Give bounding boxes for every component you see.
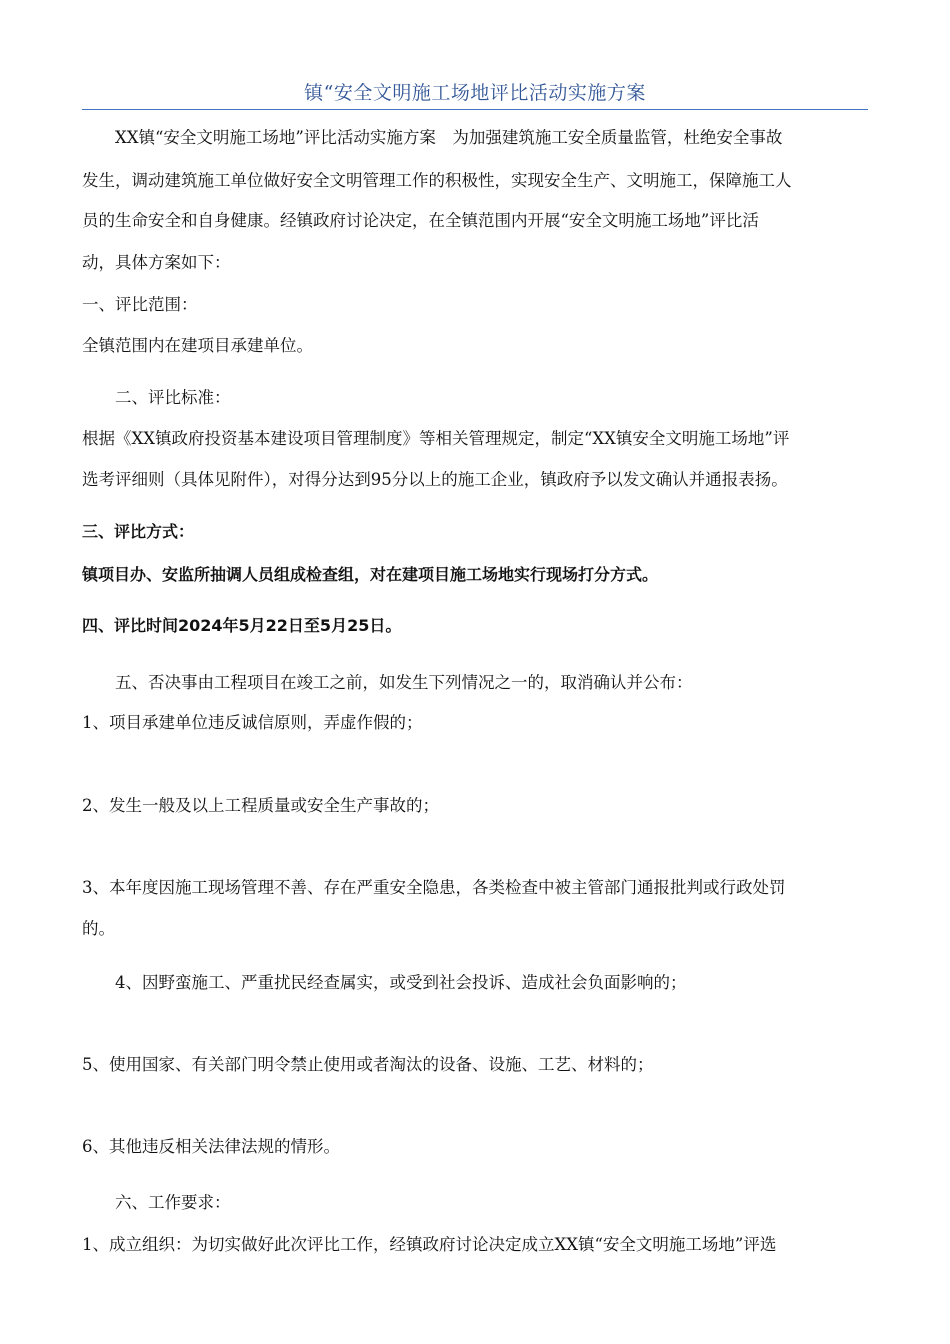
section5-item-1: 1、项目承建单位违反诚信原则，弄虚作假的； [82,713,423,732]
intro-line-4: 动，具体方案如下： [82,253,231,272]
intro-line-2: 发生，调动建筑施工单位做好安全文明管理工作的积极性，实现安全生产、文明施工，保障施工人 [82,171,792,190]
intro-line-1: XX镇“安全文明施工场地”评比活动实施方案 为加强建筑施工安全质量监管，杜绝安全事故 [115,128,783,147]
section5-item-3: 3、本年度因施工现场管理不善、存在严重安全隐患，各类检查中被主管部门通报批判或行政处罚 [82,878,786,897]
section5-item-2: 2、发生一般及以上工程质量或安全生产事故的； [82,796,439,815]
intro-line-3: 员的生命安全和自身健康。经镇政府讨论决定，在全镇范围内开展“安全文明施工场地”评比活 [82,211,759,230]
section5-item-5: 5、使用国家、有关部门明令禁止使用或者淘汰的设备、设施、工艺、材料的； [82,1055,654,1074]
section3-heading: 三、评比方式： [82,522,195,541]
document-title: 镇“安全文明施工场地评比活动实施方案 [304,82,646,104]
section2-heading: 二、评比标准： [115,388,231,407]
section5-item-4: 4、因野蛮施工、严重扰民经查属实，或受到社会投诉、造成社会负面影响的； [115,973,687,992]
section1-heading: 一、评比范围： [82,295,198,314]
section4-heading: 四、评比时间2024年5月22日至5月25日。 [82,616,402,635]
section6-item-1: 1、成立组织：为切实做好此次评比工作，经镇政府讨论决定成立XX镇“安全文明施工场地”评选 [82,1235,777,1254]
section2-body-line-1: 根据《XX镇政府投资基本建设项目管理制度》等相关管理规定，制定“XX镇安全文明施工场地”评 [82,429,790,448]
section5-item-3-continued: 的。 [82,919,115,938]
section5-heading: 五、否决事由工程项目在竣工之前，如发生下列情况之一的，取消确认并公布： [115,673,693,692]
section3-body: 镇项目办、安监所抽调人员组成检查组，对在建项目施工场地实行现场打分方式。 [82,565,659,584]
section2-body-line-2: 选考评细则（具体见附件），对得分达到95分以上的施工企业，镇政府予以发文确认并通报表扬。 [82,470,788,489]
section5-item-6: 6、其他违反相关法律法规的情形。 [82,1137,340,1156]
title-underline [82,109,868,110]
section1-body: 全镇范围内在建项目承建单位。 [82,336,313,355]
section6-heading: 六、工作要求： [115,1193,231,1212]
